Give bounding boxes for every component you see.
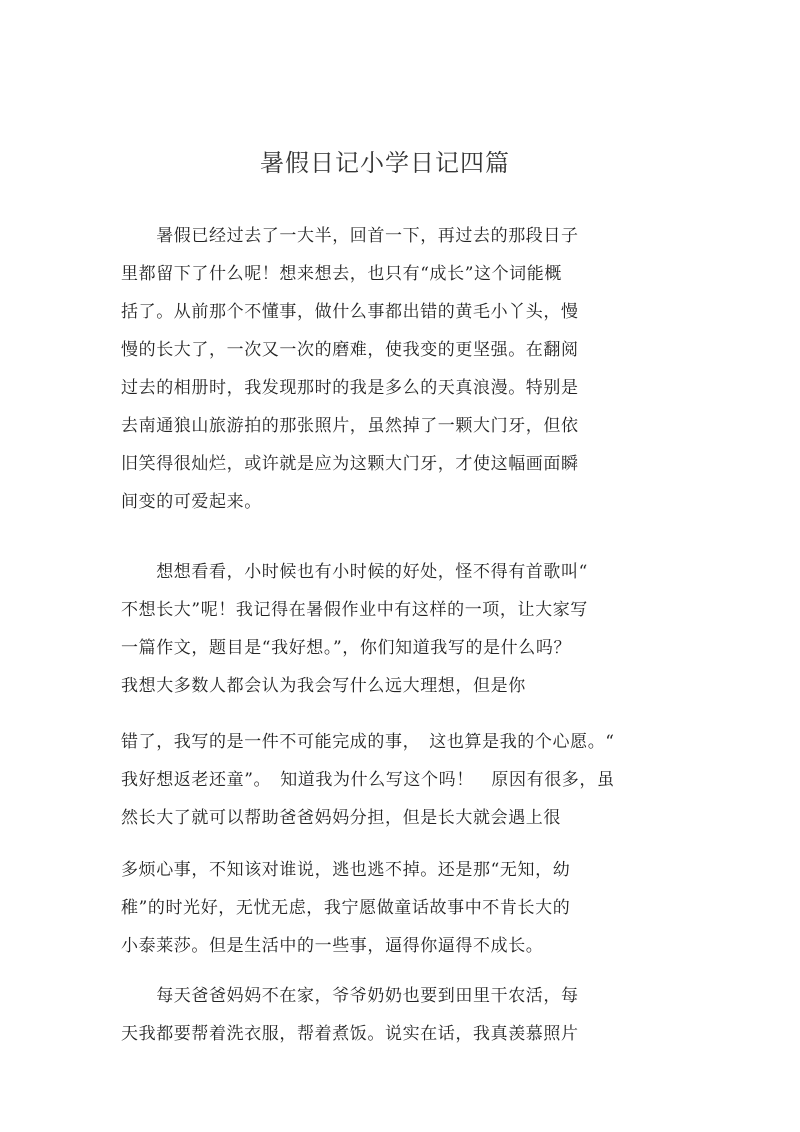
text-line: 慢的长大了，一次又一次的磨难，使我变的更坚强。在翻阅 bbox=[121, 340, 579, 360]
text-line: 一篇作文，题目是“我好想。”，你们知道我写的是什么吗？ bbox=[121, 638, 572, 658]
page-title: 暑假日记小学日记四篇 bbox=[260, 149, 510, 177]
text-line: 小泰莱莎。但是生活中的一些事，逼得你逼得不成长。 bbox=[121, 936, 544, 956]
text-line: 每天爸爸妈妈不在家，爷爷奶奶也要到田里干农活，每 bbox=[121, 986, 579, 1006]
text-line: 间变的可爱起来。 bbox=[121, 492, 262, 512]
text-line: 我好想返老还童”。 知道我为什么写这个吗！ 原因有很多，虽 bbox=[121, 770, 615, 790]
text-line: 括了。从前那个不懂事，做什么事都出错的黄毛小丫头，慢 bbox=[121, 302, 579, 322]
text-line: 想想看看，小时候也有小时候的好处，怪不得有首歌叫“ bbox=[121, 562, 588, 582]
text-line: 旧笑得很灿烂，或许就是应为这颗大门牙，才使这幅画面瞬 bbox=[121, 454, 579, 474]
text-line: 我想大多数人都会认为我会写什么远大理想，但是你 bbox=[121, 676, 526, 696]
text-line: 然长大了就可以帮助爸爸妈妈分担，但是长大就会遇上很 bbox=[121, 808, 561, 828]
text-line: 不想长大”呢！我记得在暑假作业中有这样的一项，让大家写 bbox=[121, 600, 588, 620]
text-line: 稚”的时光好，无忧无虑，我宁愿做童话故事中不肯长大的 bbox=[121, 898, 571, 918]
text-line: 过去的相册时，我发现那时的我是多么的天真浪漫。特别是 bbox=[121, 378, 579, 398]
text-line: 天我都要帮着洗衣服，帮着煮饭。说实在话，我真羡慕照片 bbox=[121, 1024, 579, 1044]
text-line: 去南通狼山旅游拍的那张照片，虽然掉了一颗大门牙，但依 bbox=[121, 416, 579, 436]
text-line: 错了，我写的是一件不可能完成的事， 这也算是我的个心愿。“ bbox=[121, 732, 615, 752]
text-line: 暑假已经过去了一大半，回首一下，再过去的那段日子 bbox=[121, 226, 579, 246]
text-line: 多烦心事，不知该对谁说，逃也逃不掉。还是那“无知，幼 bbox=[121, 860, 571, 880]
text-line: 里都留下了什么呢！想来想去，也只有“成长”这个词能概 bbox=[121, 264, 562, 284]
